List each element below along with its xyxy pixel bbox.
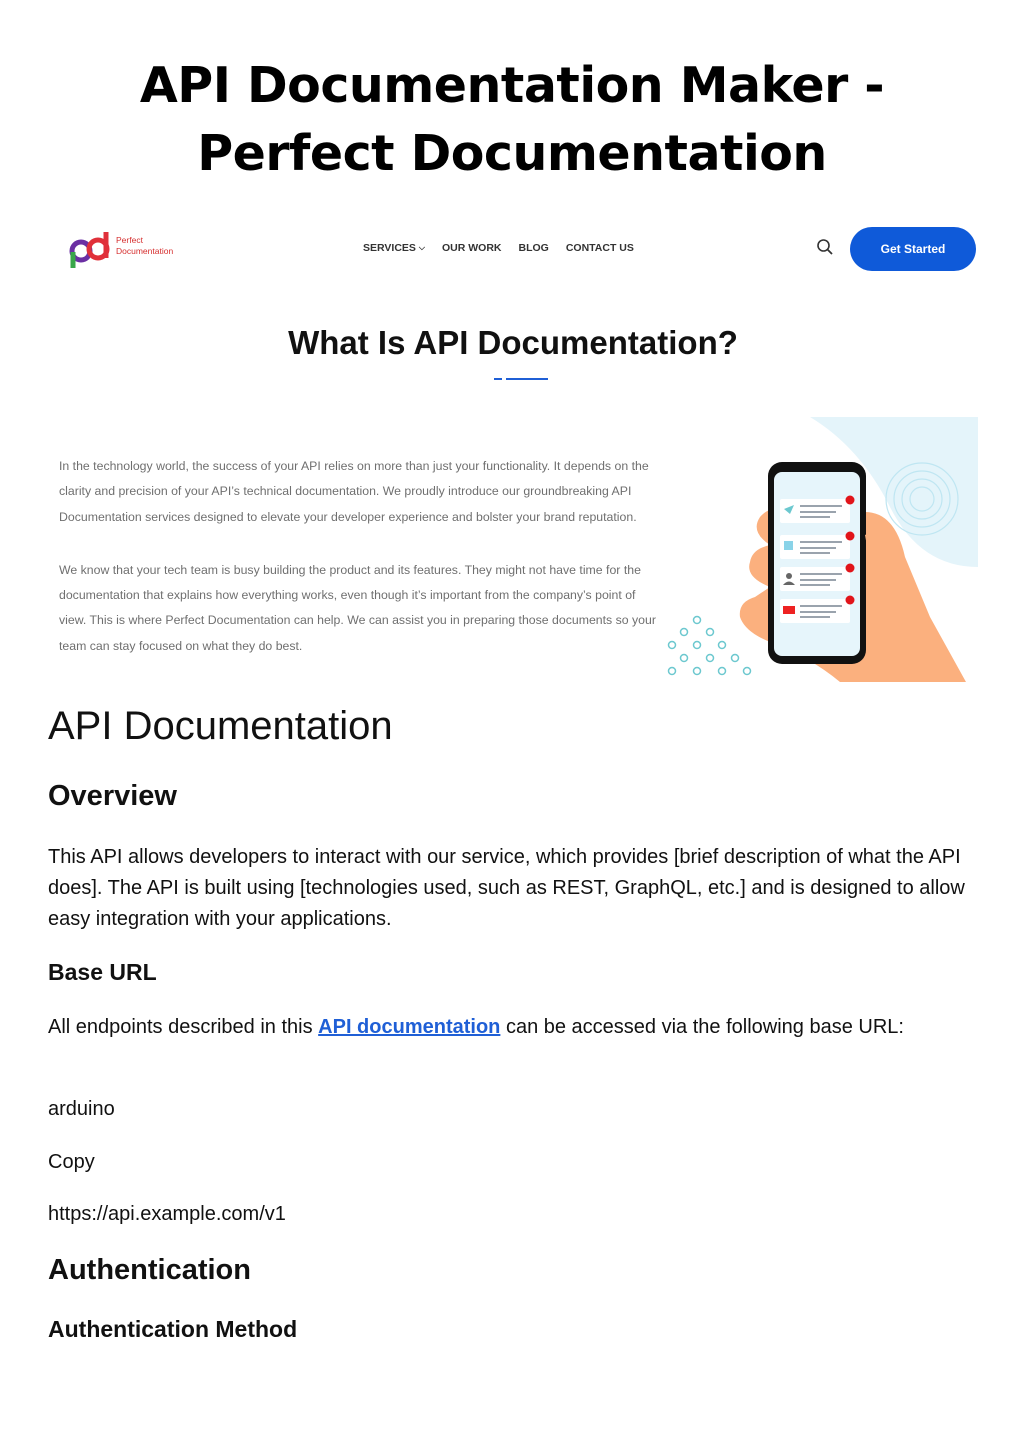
website-screenshot <box>48 210 978 682</box>
title-underline <box>494 378 548 380</box>
logo-line-1: Perfect <box>116 235 143 245</box>
intro-paragraph-2: We know that your tech team is busy building the product and its features. They might not have time for the documentation that explains how everything works, even though it’s important from the company’s point of view. This is where Perfect Documentation can help. We can assist you in preparing those documents so your team can stay focused on what they do best. <box>59 562 656 653</box>
overview-paragraph: This API allows developers to interact with our service, which provides [brief description of what the API does]. The API is built using [technologies used, such as REST, GraphQL, etc.] and is designed to allow easy integration with your applications. <box>48 846 965 930</box>
dot-pattern <box>669 617 751 675</box>
get-started-button[interactable]: Get Started <box>850 227 976 271</box>
main-nav <box>363 242 634 254</box>
authentication-method-heading: Authentication Method <box>48 1316 298 1342</box>
authentication-heading: Authentication <box>48 1254 251 1286</box>
logo-mark-icon <box>68 228 114 270</box>
api-documentation-heading: API Documentation <box>48 704 393 748</box>
base-url-paragraph <box>48 1012 968 1043</box>
search-icon[interactable] <box>816 238 834 256</box>
nav-item-services-label: SERVICES <box>363 242 416 254</box>
nav-item-contact-us[interactable]: CONTACT US <box>565 242 634 254</box>
site-header <box>48 210 978 290</box>
phone-in-hand-illustration <box>660 417 978 682</box>
base-url-text-after: can be accessed via the following base URL: <box>500 1016 904 1038</box>
chevron-down-icon: ⌵ <box>418 243 425 252</box>
site-logo[interactable] <box>68 228 178 270</box>
section-title: What Is API Documentation? <box>288 324 738 361</box>
code-language-label: arduino <box>48 1098 115 1120</box>
base-url-heading: Base URL <box>48 959 157 985</box>
nav-item-services[interactable] <box>363 242 425 254</box>
nav-item-blog[interactable]: BLOG <box>518 242 549 254</box>
api-documentation-link[interactable]: API documentation <box>318 1016 501 1038</box>
overview-heading: Overview <box>48 780 177 812</box>
intro-text <box>59 454 659 659</box>
base-url-text-before: All endpoints described in this <box>48 1016 319 1038</box>
nav-item-our-work[interactable]: OUR WORK <box>442 242 502 254</box>
logo-line-2: Documentation <box>116 246 174 256</box>
copy-button[interactable]: Copy <box>48 1151 95 1173</box>
document-title: API Documentation Maker - Perfect Documentation <box>139 57 885 182</box>
base-url-value: https://api.example.com/v1 <box>48 1203 286 1225</box>
intro-paragraph-1: In the technology world, the success of your API relies on more than just your functionality. It depends on the clarity and precision of your API’s technical documentation. We proudly introduce our groundbreaking API Documentation services designed to elevate your developer experience and bolster your brand reputation. <box>59 459 649 524</box>
logo-text <box>116 235 173 257</box>
